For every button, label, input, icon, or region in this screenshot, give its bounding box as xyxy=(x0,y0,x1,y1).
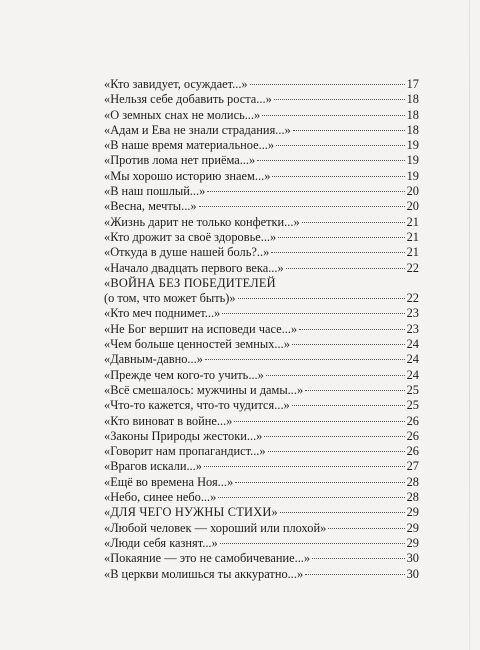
toc-entry-title: «Люди себя казнят...» xyxy=(104,535,218,550)
toc-entry-title: «Покаяние — это не самобичевание...» xyxy=(104,551,311,566)
toc-entry xyxy=(104,184,419,199)
toc-entry-page: 17 xyxy=(406,77,419,91)
toc-entry-page: 30 xyxy=(406,551,419,566)
toc-entry-page: 21 xyxy=(406,214,419,229)
toc-entry-page: 18 xyxy=(406,107,419,122)
toc-entry-title: «Кто виноват в войне...» xyxy=(104,413,233,428)
toc-entry-page: 30 xyxy=(406,566,419,581)
toc-entry xyxy=(104,536,419,551)
dot-leader xyxy=(250,84,405,85)
dot-leader xyxy=(204,466,405,467)
toc-entry-page: 26 xyxy=(406,413,419,428)
toc-entry-title: «ВОЙНА БЕЗ ПОБЕДИТЕЛЕЙ xyxy=(104,275,276,290)
toc-entry-title: «Кто дрожит за своё здоровье...» xyxy=(104,229,277,244)
dot-leader xyxy=(220,543,405,544)
toc-entry-title: «Небо, синее небо...» xyxy=(104,490,217,505)
dot-leader xyxy=(293,130,405,131)
dot-leader xyxy=(205,359,405,360)
toc-entry-page: 28 xyxy=(406,490,419,505)
dot-leader xyxy=(266,375,405,376)
toc-entry xyxy=(104,352,419,367)
toc-entry-title: «Кто меч поднимет...» xyxy=(104,306,221,321)
dot-leader xyxy=(272,176,404,177)
toc-entry-title: (о том, что может быть)» xyxy=(104,291,236,306)
toc-entry-title: «Прежде чем кого-то учить...» xyxy=(104,367,264,382)
dot-leader xyxy=(305,390,404,391)
toc-entry xyxy=(104,169,419,184)
dot-leader xyxy=(302,222,405,223)
toc-entry-title: «ДЛЯ ЧЕГО НУЖНЫ СТИХИ» xyxy=(104,505,278,520)
dot-leader xyxy=(222,313,404,314)
table-of-contents xyxy=(104,77,419,582)
dot-leader xyxy=(235,482,404,483)
dot-leader xyxy=(238,298,405,299)
toc-entry-page: 24 xyxy=(406,337,419,352)
toc-entry-page: 22 xyxy=(406,260,419,275)
toc-entry-page: 24 xyxy=(406,352,419,367)
toc-entry-title: «Жизнь дарит не только конфетки...» xyxy=(104,214,300,229)
toc-entry-title: «О земных снах не молись...» xyxy=(104,107,261,122)
toc-entry xyxy=(104,153,419,168)
toc-entry-title: «Говорит нам пропагандист...» xyxy=(104,444,266,459)
toc-entry-page: 21 xyxy=(406,229,419,244)
toc-entry-page: 25 xyxy=(406,398,419,413)
toc-entry-page: 23 xyxy=(406,306,419,321)
toc-entry xyxy=(104,429,419,444)
toc-entry xyxy=(104,92,419,107)
dot-leader xyxy=(218,497,404,498)
dot-leader xyxy=(312,558,405,559)
toc-entry-page: 19 xyxy=(406,168,419,183)
dot-leader xyxy=(299,329,405,330)
toc-entry-title: «В наш пошлый...» xyxy=(104,184,206,199)
toc-entry-page: 26 xyxy=(406,428,419,443)
toc-entry xyxy=(104,322,419,337)
dot-leader xyxy=(278,237,404,238)
toc-entry xyxy=(104,215,419,230)
toc-entry-page: 28 xyxy=(406,474,419,489)
toc-entry-page: 26 xyxy=(406,444,419,459)
toc-entry-title: «Врагов искали...» xyxy=(104,459,202,474)
toc-entry-page: 20 xyxy=(406,199,419,214)
toc-entry-page: 22 xyxy=(406,291,419,306)
toc-entry-title: «Законы Природы жестоки...» xyxy=(104,428,263,443)
toc-entry-title: «Давным-давно...» xyxy=(104,352,203,367)
toc-entry-page: 19 xyxy=(406,138,419,153)
toc-entry-page: 29 xyxy=(406,520,419,535)
toc-entry xyxy=(104,276,419,291)
toc-entry-title: «Откуда в душе нашей боль?..» xyxy=(104,245,270,260)
dot-leader xyxy=(207,191,404,192)
toc-entry-title: «Кто завидует, осуждает...» xyxy=(104,77,248,91)
dot-leader xyxy=(286,268,405,269)
toc-entry-page: 20 xyxy=(406,184,419,199)
toc-entry xyxy=(104,475,419,490)
toc-entry xyxy=(104,414,419,429)
dot-leader xyxy=(264,436,404,437)
toc-entry-page: 29 xyxy=(406,505,419,520)
toc-entry-page: 18 xyxy=(406,122,419,137)
toc-entry xyxy=(104,337,419,352)
toc-entry-title: «Чем больше ценностей земных...» xyxy=(104,337,290,352)
toc-entry-title: «Нельзя себе добавить роста...» xyxy=(104,92,272,107)
toc-entry-page: 21 xyxy=(406,245,419,260)
toc-entry xyxy=(104,368,419,383)
toc-entry-page: 29 xyxy=(406,535,419,550)
toc-entry xyxy=(104,123,419,138)
toc-entry xyxy=(104,567,419,582)
dot-leader xyxy=(262,115,404,116)
dot-leader xyxy=(292,344,405,345)
toc-entry-title: «Мы хорошо историю знаем...» xyxy=(104,168,271,183)
toc-entry-title: «Адам и Ева не знали страдания...» xyxy=(104,122,291,137)
toc-entry xyxy=(104,108,419,123)
toc-entry xyxy=(104,459,419,474)
toc-entry xyxy=(104,245,419,260)
toc-entry-title: «Весна, мечты...» xyxy=(104,199,197,214)
toc-entry-title: «В наше время материальное...» xyxy=(104,138,275,153)
dot-leader xyxy=(305,574,404,575)
toc-entry xyxy=(104,77,419,92)
toc-entry-title: «Начало двадцать первого века...» xyxy=(104,260,284,275)
dot-leader xyxy=(292,405,405,406)
dot-leader xyxy=(234,421,404,422)
toc-entry xyxy=(104,138,419,153)
toc-entry xyxy=(104,291,419,306)
toc-entry xyxy=(104,398,419,413)
toc-entry xyxy=(104,383,419,398)
toc-entry xyxy=(104,199,419,214)
dot-leader xyxy=(280,512,405,513)
toc-entry-title: «Любой человек — хороший или плохой» xyxy=(104,520,327,535)
toc-entry-page: 25 xyxy=(406,382,419,397)
toc-entry xyxy=(104,551,419,566)
dot-leader xyxy=(274,99,405,100)
dot-leader xyxy=(199,206,405,207)
toc-entry-title: «В церкви молишься ты аккуратно...» xyxy=(104,566,304,581)
toc-entry-page: 27 xyxy=(406,459,419,474)
dot-leader xyxy=(276,145,405,146)
page-edge xyxy=(469,0,470,650)
toc-entry-title: «Ещё во времена Ноя...» xyxy=(104,474,234,489)
toc-entry-title: «Не Бог вершит на исповеди часе...» xyxy=(104,321,298,336)
toc-entry xyxy=(104,230,419,245)
dot-leader xyxy=(257,160,404,161)
toc-entry xyxy=(104,490,419,505)
toc-entry-page: 19 xyxy=(406,153,419,168)
toc-entry-page: 24 xyxy=(406,367,419,382)
toc-entry xyxy=(104,306,419,321)
toc-entry xyxy=(104,444,419,459)
toc-entry-page: 18 xyxy=(406,92,419,107)
toc-entry-page: 23 xyxy=(406,321,419,336)
toc-entry-title: «Всё смешалось: мужчины и дамы...» xyxy=(104,382,304,397)
toc-entry-title: «Против лома нет приёма...» xyxy=(104,153,256,168)
toc-entry-title: «Что-то кажется, что-то чудится...» xyxy=(104,398,290,413)
toc-entry xyxy=(104,261,419,276)
toc-entry xyxy=(104,521,419,536)
toc-entry xyxy=(104,505,419,520)
dot-leader xyxy=(328,528,404,529)
dot-leader xyxy=(271,252,404,253)
dot-leader xyxy=(268,451,405,452)
